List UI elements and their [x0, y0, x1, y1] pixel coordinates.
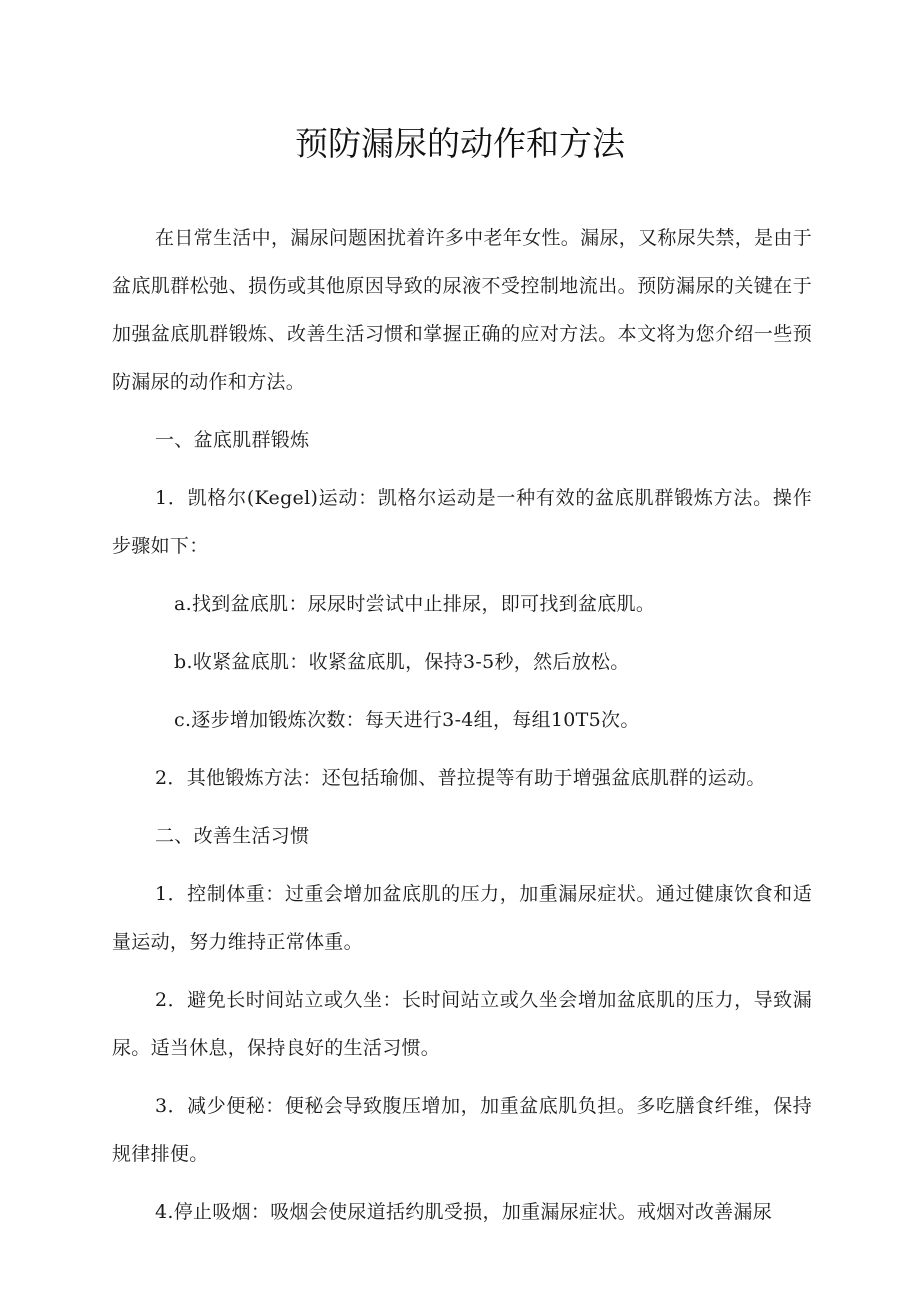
- sub-item-a: a.找到盆底肌：尿尿时尝试中止排尿，即可找到盆底肌。: [174, 593, 656, 615]
- list-item-other-exercise: 2．其他锻炼方法：还包括瑜伽、普拉提等有助于增强盆底肌群的运动。: [155, 767, 766, 789]
- section-heading-lifestyle: 二、改善生活习惯: [155, 825, 310, 847]
- document-body: [112, 214, 812, 1246]
- sub-item-b: b.收紧盆底肌：收紧盆底肌，保持3-5秒，然后放松。: [174, 651, 630, 673]
- list-item-standing: 2．避免长时间站立或久坐：长时间站立或久坐会增加盆底肌的压力，导致漏尿。适当休息，保持良好的生活习惯。: [112, 989, 812, 1059]
- list-item-weight: 1．控制体重：过重会增加盆底肌的压力，加重漏尿症状。通过健康饮食和适量运动，努力维持正常体重。: [112, 883, 812, 953]
- list-item-constipation: 3．减少便秘：便秘会导致腹压增加，加重盆底肌负担。多吃膳食纤维，保持规律排便。: [112, 1095, 812, 1165]
- sub-item-c: c.逐步增加锻炼次数：每天进行3-4组，每组10T5次。: [174, 709, 640, 731]
- section-heading-pelvic-exercise: 一、盆底肌群锻炼: [155, 429, 310, 451]
- list-item-smoking: 4.停止吸烟：吸烟会使尿道括约肌受损，加重漏尿症状。戒烟对改善漏尿: [155, 1201, 773, 1223]
- intro-paragraph: 在日常生活中，漏尿问题困扰着许多中老年女性。漏尿，又称尿失禁，是由于盆底肌群松弛、损伤或其他原因导致的尿液不受控制地流出。预防漏尿的关键在于加强盆底肌群锻炼、改善生活习惯和掌握正确的应对方法。本文将为您介绍一些预防漏尿的动作和方法。: [112, 227, 812, 393]
- list-item-kegel: 1．凯格尔(Kegel)运动：凯格尔运动是一种有效的盆底肌群锻炼方法。操作步骤如下：: [112, 487, 812, 557]
- document-title: 预防漏尿的动作和方法: [295, 124, 625, 163]
